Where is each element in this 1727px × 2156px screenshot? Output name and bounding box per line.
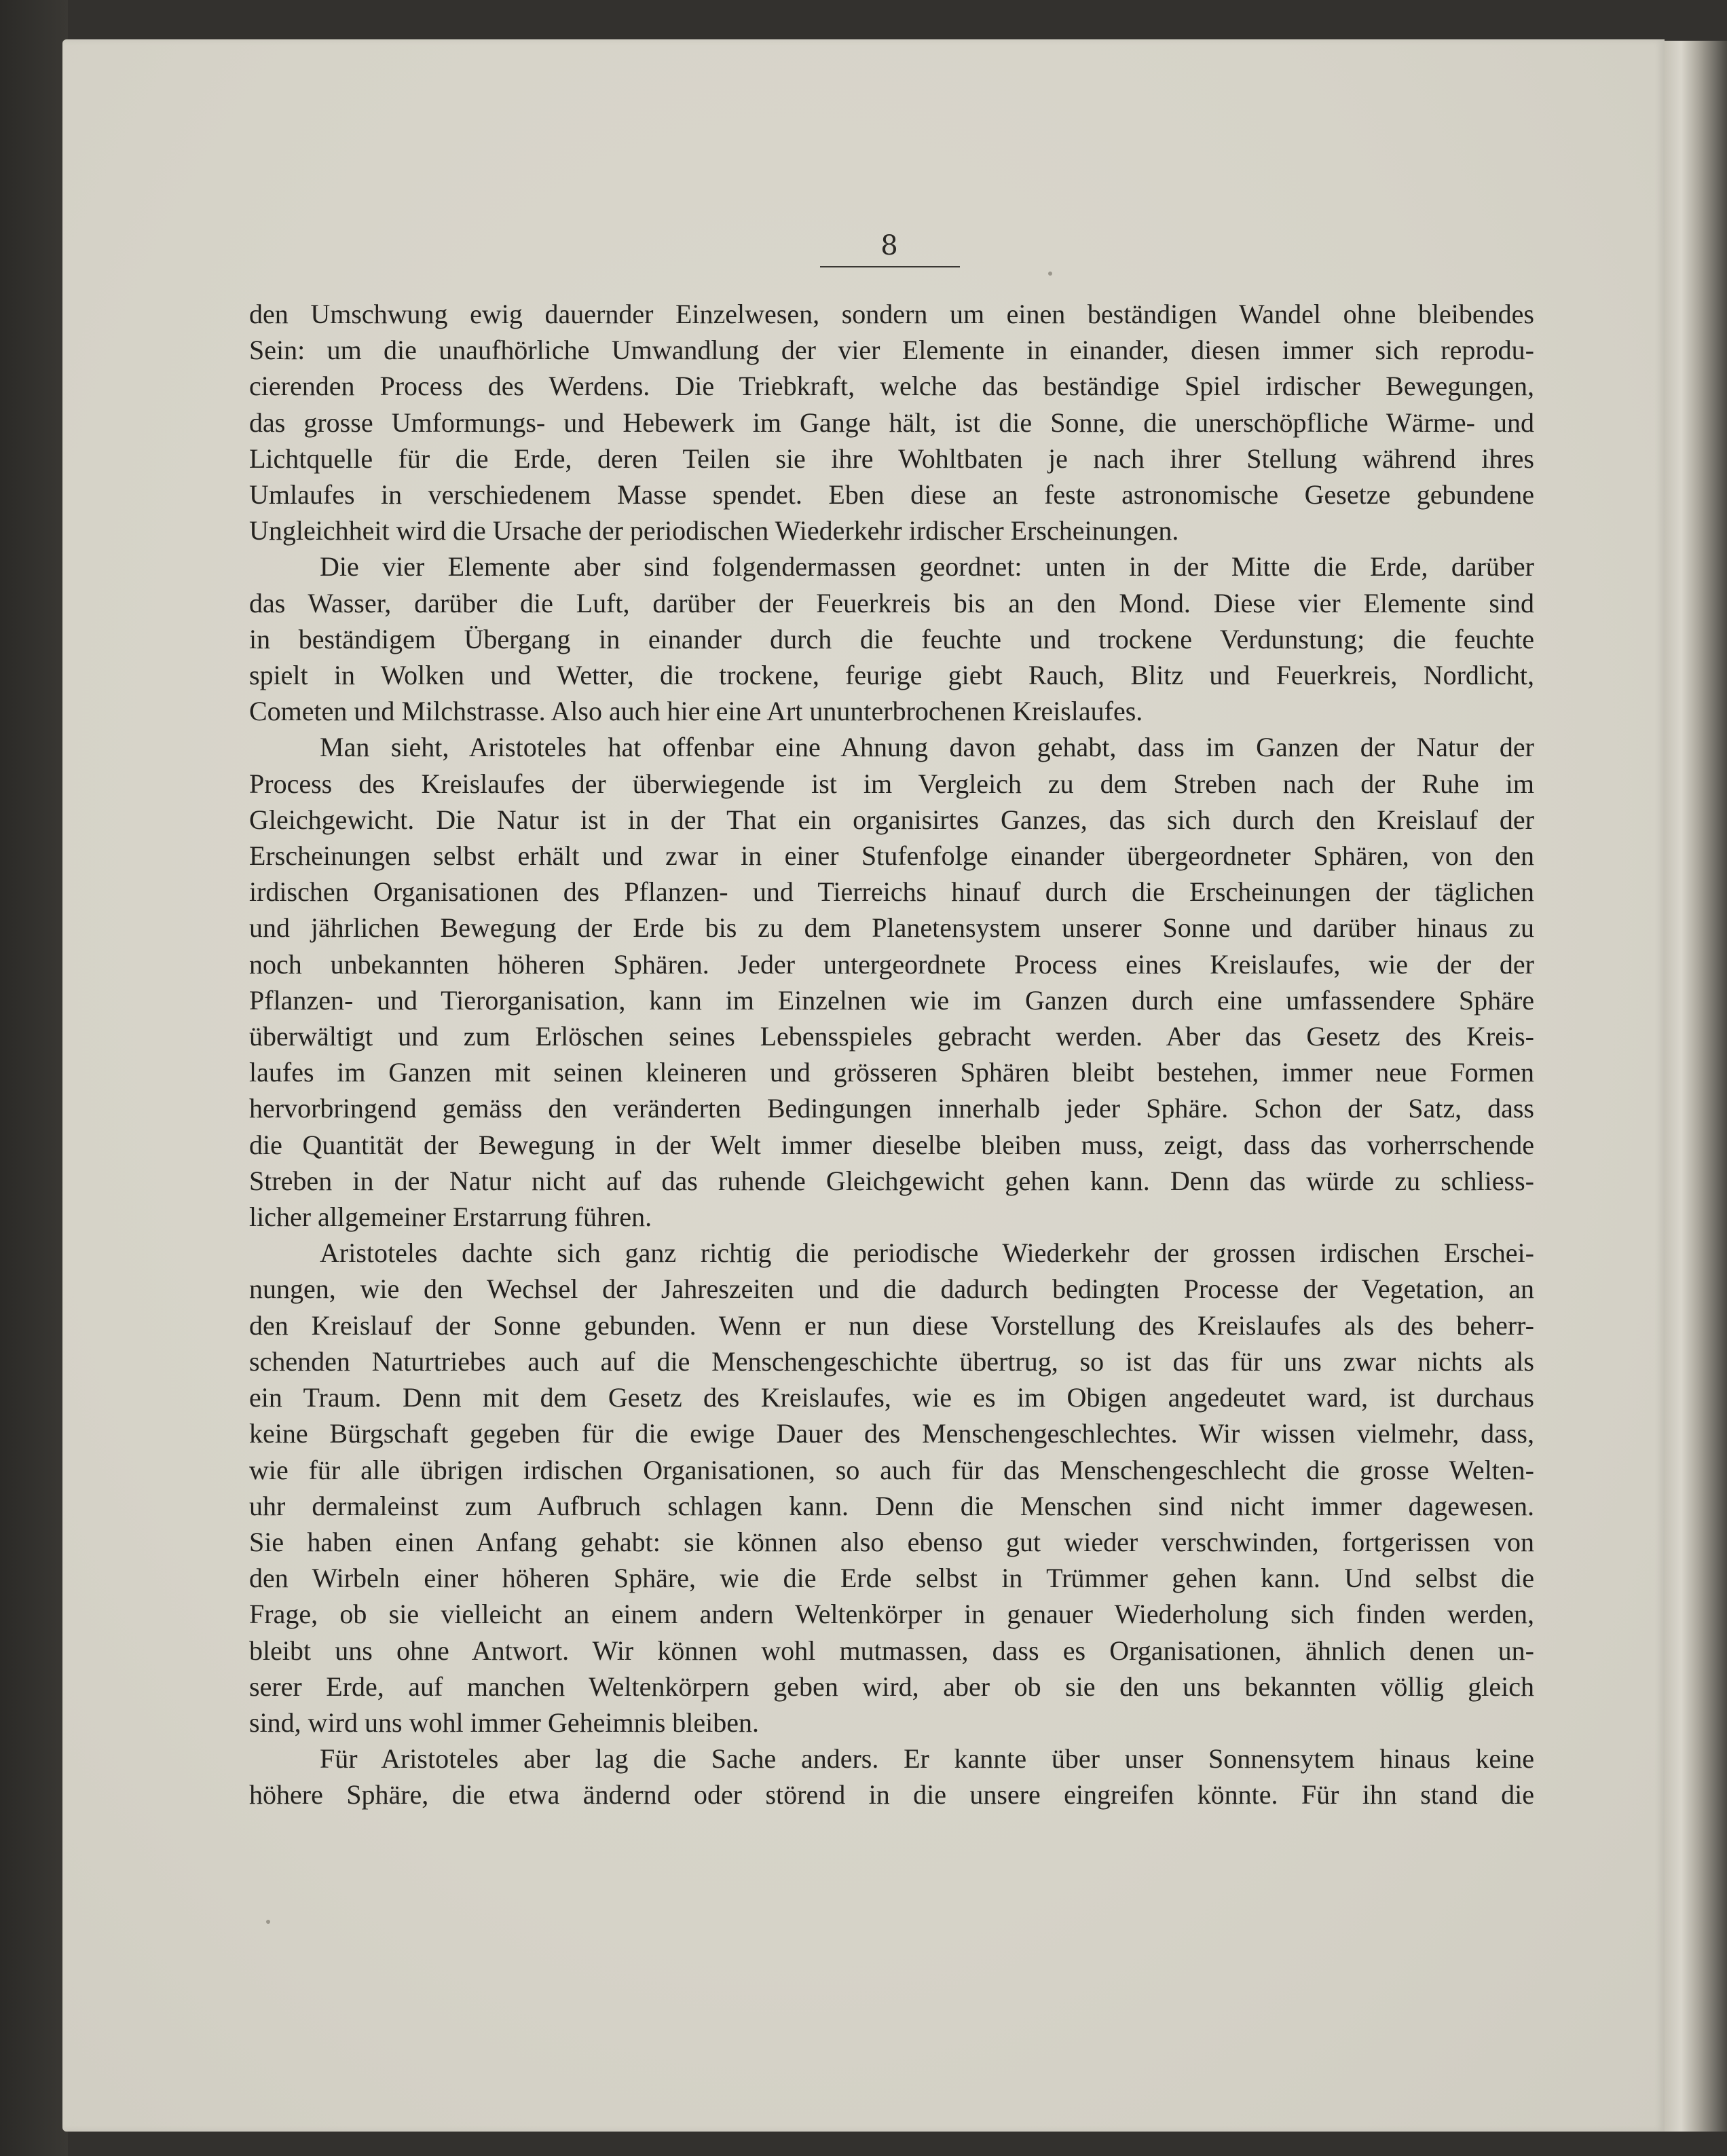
text-line: sind, wird uns wohl immer Geheimnis bleiben. [249, 1707, 760, 1738]
text-line: Die vier Elemente aber sind folgendermassen geordnet: unten in der Mitte die Erde, darüber [320, 551, 1534, 582]
text-line: das Wasser, darüber die Luft, darüber der Feuerkreis bis an den Mond. Diese vier Elemente sind [249, 587, 1534, 618]
text-line: die Quantität der Bewegung in der Welt immer dieselbe bleiben muss, zeigt, dass das vorherrschende [249, 1129, 1534, 1160]
text-line: den Wirbeln einer höheren Sphäre, wie die Erde selbst in Trümmer gehen kann. Und selbst die [249, 1563, 1534, 1594]
text-line: keine Bürgschaft gegeben für die ewige Dauer des Menschengeschlechtes. Wir wissen vielmehr, dass, [249, 1418, 1534, 1449]
text-line: wie für alle übrigen irdischen Organisationen, so auch für das Menschengeschlecht die grosse Welten- [249, 1454, 1534, 1485]
page-number: 8 [880, 230, 898, 261]
text-line: Für Aristoteles aber lag die Sache anders. Er kannte über unser Sonnensytem hinaus keine [320, 1743, 1534, 1774]
text-line: bleibt uns ohne Antwort. Wir können wohl mutmassen, dass es Organisationen, ähnlich denen un- [249, 1635, 1534, 1666]
page-edge [1656, 41, 1727, 2132]
text-line: Ungleichheit wird die Ursache der periodischen Wiederkehr irdischer Erscheinungen. [249, 515, 1179, 546]
paper-speck [1048, 272, 1052, 276]
text-line: Frage, ob sie vielleicht an einem andern Weltenkörper in genauer Wiederholung sich finden werden, [249, 1599, 1534, 1630]
paper-speck [266, 1920, 270, 1924]
text-line: Gleichgewicht. Die Natur ist in der That ein organisirtes Ganzes, das sich durch den Kreislauf der [249, 804, 1534, 835]
text-line: Sein: um die unaufhörliche Umwandlung der vier Elemente in einander, diesen immer sich reprodu- [249, 335, 1534, 366]
page-number-rule [820, 266, 960, 267]
text-line: cierenden Process des Werdens. Die Triebkraft, welche das beständige Spiel irdischer Bewegungen, [249, 371, 1534, 402]
text-line: hervorbringend gemäss den veränderten Bedingungen innerhalb jeder Sphäre. Schon der Satz, dass [249, 1093, 1534, 1124]
text-line: überwältigt und zum Erlöschen seines Lebensspieles gebracht werden. Aber das Gesetz des Kreis- [249, 1021, 1534, 1052]
text-line: nungen, wie den Wechsel der Jahreszeiten und die dadurch bedingten Processe der Vegetation, an [249, 1274, 1534, 1305]
text-line: Streben in der Natur nicht auf das ruhende Gleichgewicht gehen kann. Denn das würde zu schliess- [249, 1165, 1534, 1196]
text-line: Process des Kreislaufes der überwiegende ist im Vergleich zu dem Streben nach der Ruhe im [249, 768, 1534, 799]
text-line: Aristoteles dachte sich ganz richtig die periodische Wiederkehr der grossen irdischen Erschei- [320, 1238, 1534, 1269]
text-line: den Kreislauf der Sonne gebunden. Wenn er nun diese Vorstellung des Kreislaufes als des beherr- [249, 1309, 1534, 1341]
text-line: Cometen und Milchstrasse. Also auch hier eine Art ununterbrochenen Kreislaufes. [249, 696, 1143, 727]
text-line: schenden Naturtriebes auch auf die Menschengeschichte übertrug, so ist das für uns zwar nichts als [249, 1345, 1534, 1377]
body-text [249, 296, 1534, 1813]
text-line: Sie haben einen Anfang gehabt: sie können also ebenso gut wieder verschwinden, fortgerissen von [249, 1526, 1534, 1557]
text-line: in beständigem Übergang in einander durch die feuchte und trockene Verdunstung; die feuchte [249, 623, 1534, 654]
text-line: und jährlichen Bewegung der Erde bis zu dem Planetensystem unserer Sonne und darüber hinaus zu [249, 912, 1534, 944]
text-line: licher allgemeiner Erstarrung führen. [249, 1202, 652, 1233]
text-line: Erscheinungen selbst erhält und zwar in einer Stufenfolge einander übergeordneter Sphären, von den [249, 840, 1534, 872]
text-line: serer Erde, auf manchen Weltenkörpern geben wird, aber ob sie den uns bekannten völlig gleich [249, 1671, 1534, 1702]
text-line: ein Traum. Denn mit dem Gesetz des Kreislaufes, wie es im Obigen angedeutet ward, ist durchaus [249, 1382, 1534, 1413]
text-line: uhr dermaleinst zum Aufbruch schlagen kann. Denn die Menschen sind nicht immer dagewesen. [249, 1490, 1534, 1521]
text-line: Man sieht, Aristoteles hat offenbar eine Ahnung davon gehabt, dass im Ganzen der Natur der [320, 732, 1534, 763]
text-line: noch unbekannten höheren Sphären. Jeder untergeordnete Process eines Kreislaufes, wie der der [249, 948, 1534, 980]
text-line: Umlaufes in verschiedenem Masse spendet. Eben diese an feste astronomische Gesetze gebundene [249, 479, 1534, 510]
text-line: Lichtquelle für die Erde, deren Teilen sie ihre Wohltbaten je nach ihrer Stellung während ihres [249, 443, 1534, 474]
scan-backdrop [0, 0, 68, 2156]
text-line: den Umschwung ewig dauernder Einzelwesen, sondern um einen beständigen Wandel ohne bleibendes [249, 299, 1534, 329]
text-line: irdischen Organisationen des Pflanzen- und Tierreichs hinauf durch die Erscheinungen der täglichen [249, 876, 1534, 908]
text-line: spielt in Wolken und Wetter, die trockene, feurige giebt Rauch, Blitz und Feuerkreis, Nordlicht, [249, 660, 1534, 691]
text-line: das grosse Umformungs- und Hebewerk im Gange hält, ist die Sonne, die unerschöpfliche Wärme- und [249, 407, 1534, 438]
text-line: Pflanzen- und Tierorganisation, kann im Einzelnen wie im Ganzen durch eine umfassendere Sphäre [249, 984, 1534, 1016]
text-line: höhere Sphäre, die etwa ändernd oder störend in die unsere eingreifen könnte. Für ihn stand die [249, 1779, 1534, 1810]
text-line: laufes im Ganzen mit seinen kleineren und grösseren Sphären bleibt bestehen, immer neue Formen [249, 1057, 1534, 1088]
